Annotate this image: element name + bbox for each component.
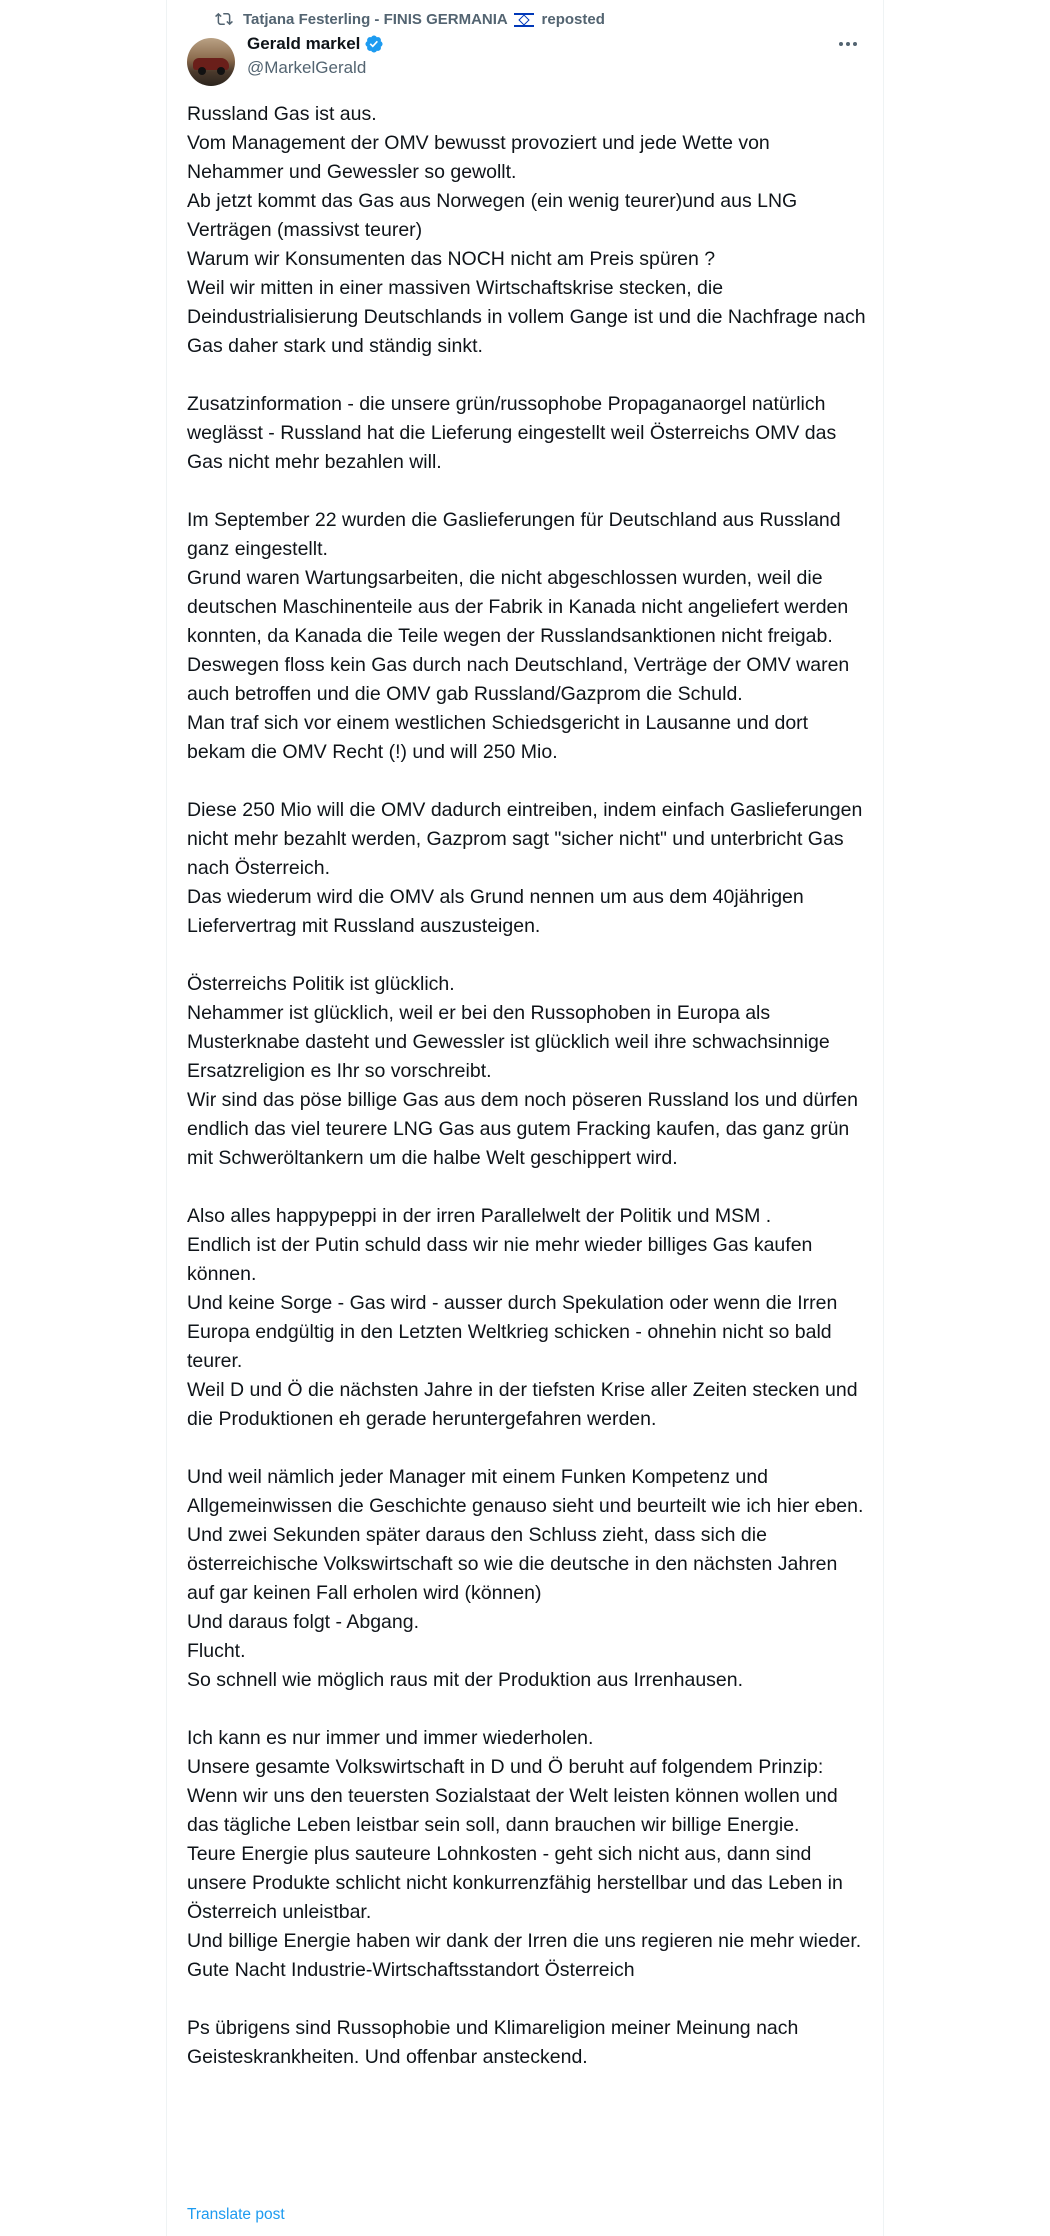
author-handle[interactable]: @MarkelGerald [247,58,367,77]
israel-flag-icon [514,13,534,27]
repost-icon [215,10,233,28]
post-card [166,0,884,2236]
author-name-row[interactable] [247,32,384,56]
more-horizontal-icon [839,42,843,46]
repost-indicator[interactable] [215,8,605,30]
post-text: Russland Gas ist aus. Vom Management der OMV bewusst provoziert und jede Wette von Nehammer und Gewessler so gewollt. Ab jetzt kommt das Gas aus Norwegen (ein wenig teurer)und aus LNG Verträgen (massivst teurer) Warum wir Konsumenten das NOCH nicht am Preis spüren ? Weil wir mitten in einer massiven Wirtschaftskrise stecken, die Deindustrialisierung Deutschlands in vollem Gange ist und die Nachfrage nach Gas daher stark und ständig sinkt. Zusatzinformation - die unsere grün/russophobe Propaganaorgel natürlich weglässt - Russland hat die Lieferung eingestellt weil Österreichs OMV das Gas nicht mehr bezahlen will. Im September 22 wurden die Gaslieferungen für Deutschland aus Russland ganz eingestellt. Grund waren Wartungsarbeiten, die nicht abgeschlossen wurden, weil die deutschen Maschinenteile aus der Fabrik in Kanada nicht angeliefert werden konnten, da Kanada die Teile wegen der Russlandsanktionen nicht freigab. Deswegen floss kein Gas durch nach Deutschland, Verträge der OMV waren auch betroffen und die OMV gab Russland/Gazprom die Schuld. Man traf sich vor einem westlichen Schiedsgericht in Lausanne und dort bekam die OMV Recht (!) und will 250 Mio. Diese 250 Mio will die OMV dadurch eintreiben, indem einfach Gaslieferungen nicht mehr bezahlt werden, Gazprom sagt "sicher nicht" und unterbricht Gas nach Österreich. Das wiederum wird die OMV als Grund nennen um aus dem 40jährigen Liefervertrag mit Russland auszusteigen. Österreichs Politik ist glücklich. Nehammer ist glücklich, weil er bei den Russophoben in Europa als Musterknabe dasteht und Gewessler ist glücklich weil ihre schwachsinnige Ersatzreligion es Ihr so vorschreibt. Wir sind das pöse billige Gas aus dem noch pöseren Russland los und dürfen endlich das viel teurere LNG Gas aus gutem Fracking kaufen, das ganz grün mit Schweröltankern um die halbe Welt geschippert wird. Also alles happypeppi in der irren Parallelwelt der Politik und MSM . Endlich ist der Putin schuld dass wir nie mehr wieder billiges Gas kaufen können. Und keine Sorge - Gas wird - ausser durch Spekulation oder wenn die Irren Europa endgültig in den Letzten Weltkrieg schicken - ohnehin nicht so bald teurer. Weil D und Ö die nächsten Jahre in der tiefsten Krise aller Zeiten stecken und die Produktionen eh gerade heruntergefahren werden. Und weil nämlich jeder Manager mit einem Funken Kompetenz und Allgemeinwissen die Geschichte genauso sieht und beurteilt wie ich hier eben. Und zwei Sekunden später daraus den Schluss zieht, dass sich die österreichische Volkswirtschaft so wie die deutsche in den nächsten Jahren auf gar keinen Fall erholen wird (können) Und daraus folgt - Abgang. Flucht. So schnell wie möglich raus mit der Produktion aus Irrenhausen. Ich kann es nur immer und immer wiederholen. Unsere gesamte Volkswirtschaft in D und Ö beruht auf folgendem Prinzip: Wenn wir uns den teuersten Sozialstaat der Welt leisten können wollen und das tägliche Leben leistbar sein soll, dann brauchen wir billige Energie. Teure Energie plus sauteure Lohnkosten - geht sich nicht aus, dann sind unsere Produkte schlicht nicht konkurrenzfähig herstellbar und das Leben in Österreich unleistbar. Und billige Energie haben wir dank der Irren die uns regieren nie mehr wieder. Gute Nacht Industrie-Wirtschaftsstandort Österreich Ps übrigens sind Russophobie und Klimareligion meiner Meinung nach Geisteskrankheiten. Und offenbar ansteckend. [187,103,866,2068]
reposter-name[interactable]: Tatjana Festerling - FINIS GERMANIA [243,10,508,28]
author-name[interactable]: Gerald markel [247,34,361,53]
translate-post-link[interactable]: Translate post [187,2206,285,2223]
repost-suffix: reposted [541,10,605,28]
more-options-button[interactable] [831,32,865,56]
verified-badge-icon [364,34,384,54]
avatar[interactable] [187,38,235,86]
